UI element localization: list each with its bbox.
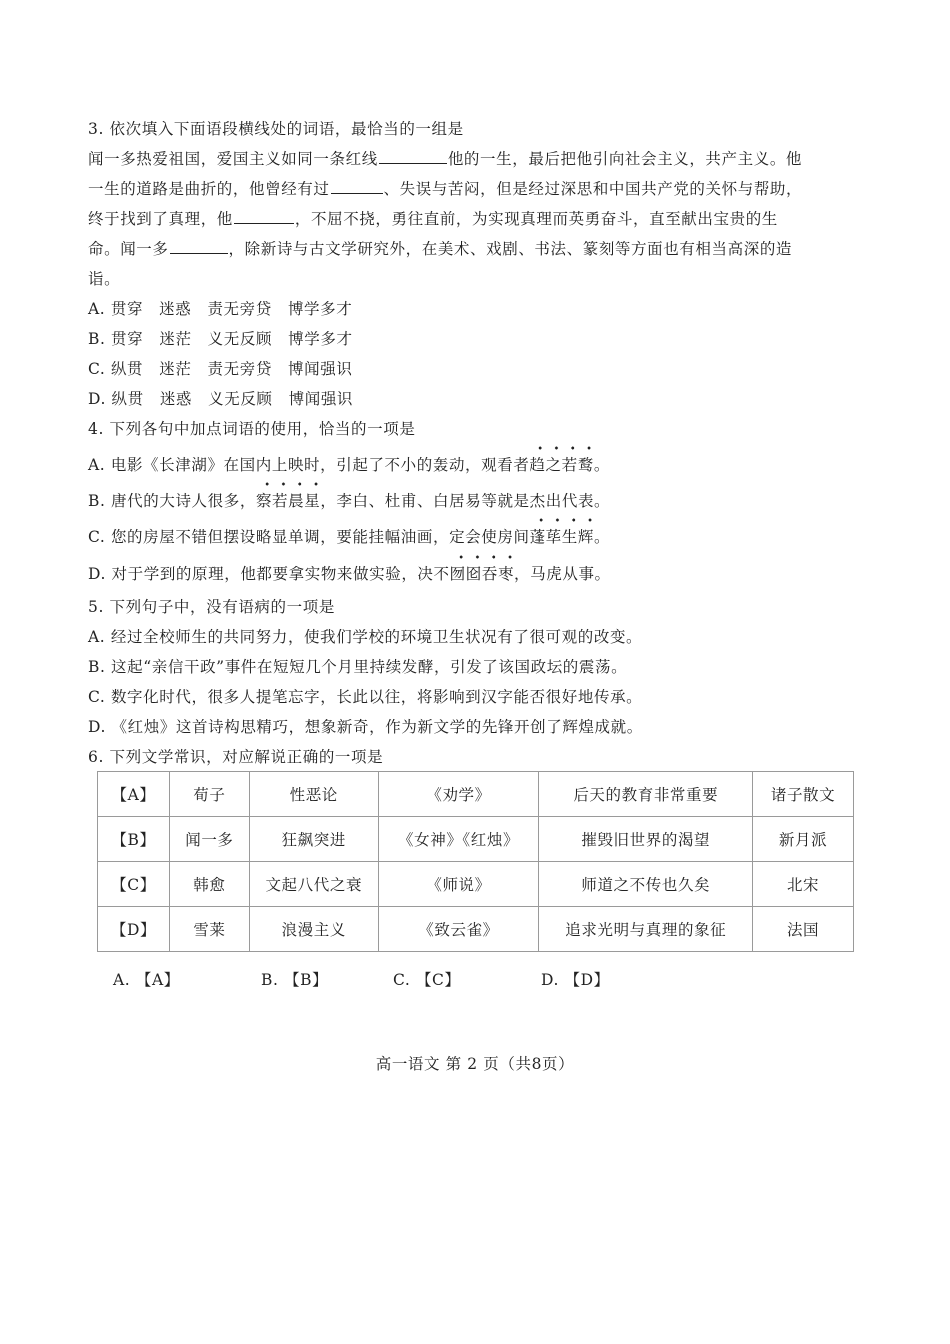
q4-option-b[interactable]: B. 唐代的大诗人很多，察若晨星，李白、杜甫、白居易等就是杰出代表。 (88, 489, 610, 511)
q6-answer-c[interactable]: C. 【C】 (393, 971, 461, 989)
table-cell: 北宋 (753, 862, 854, 907)
table-cell: 诸子散文 (753, 772, 854, 817)
q6-stem: 6. 下列文学常识，对应解说正确的一项是 (88, 748, 384, 766)
table-row (98, 772, 854, 817)
q3-passage-line-4: 命。闻一多 ，除新诗与古文学研究外，在美术、戏剧、书法、篆刻等方面也有相当高深的造 (88, 240, 793, 258)
table-cell: 韩愈 (169, 862, 249, 907)
table-cell: 雪莱 (169, 907, 249, 952)
fill-blank-2[interactable] (331, 179, 383, 194)
table-cell: 《女神》《红烛》 (378, 817, 539, 862)
table-cell: 性恶论 (249, 772, 378, 817)
dotted-phrase-a: 趋之若鹜 (529, 453, 593, 475)
q5-stem: 5. 下列句子中，没有语病的一项是 (88, 598, 335, 616)
q3-passage-line-5: 诣。 (88, 270, 121, 288)
table-cell: 文起八代之衰 (249, 862, 378, 907)
q3-passage-line-3: 终于找到了真理，他 ，不屈不挠，勇往直前，为实现真理而英勇奋斗，直至献出宝贵的生 (88, 210, 778, 228)
table-cell: 【D】 (98, 907, 170, 952)
fill-blank-4[interactable] (170, 239, 228, 254)
table-cell: 摧毁旧世界的渴望 (539, 817, 753, 862)
q3-option-c[interactable]: C. 纵贯 迷茫 责无旁贷 博闻强识 (88, 360, 353, 378)
dotted-phrase-b: 察若晨星 (256, 489, 320, 511)
fill-blank-1[interactable] (379, 149, 447, 164)
table-cell: 师道之不传也久矣 (539, 862, 753, 907)
q5-option-d[interactable]: D. 《红烛》这首诗构思精巧，想象新奇，作为新文学的先锋开创了辉煌成就。 (88, 718, 643, 736)
literature-table (97, 771, 854, 952)
dotted-phrase-c: 蓬荜生辉 (530, 525, 594, 547)
page-footer: 高一语文 第 2 页（共8页） (375, 1055, 575, 1073)
q5-option-b[interactable]: B. 这起“亲信干政”事件在短短几个月里持续发酵，引发了该国政坛的震荡。 (88, 658, 628, 676)
table-row (98, 817, 854, 862)
q3-stem: 3. 依次填入下面语段横线处的词语，最恰当的一组是 (88, 120, 464, 138)
table-cell: 《劝学》 (378, 772, 539, 817)
q4-option-a[interactable]: A. 电影《长津湖》在国内上映时，引起了不小的轰动，观看者趋之若鹜。 (88, 453, 610, 475)
table-row (98, 907, 854, 952)
table-cell: 狂飙突进 (249, 817, 378, 862)
table-cell: 【B】 (98, 817, 170, 862)
dotted-phrase-d: 囫囵吞枣 (450, 562, 514, 584)
q4-option-d[interactable]: D. 对于学到的原理，他都要拿实物来做实验，决不囫囵吞枣，马虎从事。 (88, 562, 611, 584)
fill-blank-3[interactable] (234, 209, 294, 224)
q4-option-c[interactable]: C. 您的房屋不错但摆设略显单调，要能挂幅油画，定会使房间蓬荜生辉。 (88, 525, 610, 547)
table-cell: 后天的教育非常重要 (539, 772, 753, 817)
q3-option-d[interactable]: D. 纵贯 迷惑 义无反顾 博闻强识 (88, 390, 354, 408)
table-cell: 《致云雀》 (378, 907, 539, 952)
table-cell: 【C】 (98, 862, 170, 907)
table-cell: 【A】 (98, 772, 170, 817)
q5-option-a[interactable]: A. 经过全校师生的共同努力，使我们学校的环境卫生状况有了很可观的改变。 (88, 628, 643, 646)
q3-passage-line-2: 一生的道路是曲折的，他曾经有过 、失误与苦闷，但是经过深思和中国共产党的关怀与帮助， (88, 180, 803, 198)
q6-answer-b[interactable]: B. 【B】 (261, 971, 329, 989)
q6-answer-a[interactable]: A. 【A】 (113, 971, 180, 989)
table-cell: 法国 (753, 907, 854, 952)
table-cell: 《师说》 (378, 862, 539, 907)
q5-option-c[interactable]: C. 数字化时代，很多人提笔忘字，长此以往，将影响到汉字能否很好地传承。 (88, 688, 643, 706)
table-cell: 新月派 (753, 817, 854, 862)
table-cell: 追求光明与真理的象征 (539, 907, 753, 952)
table-cell: 浪漫主义 (249, 907, 378, 952)
table-cell: 荀子 (169, 772, 249, 817)
q4-stem: 4. 下列各句中加点词语的使用，恰当的一项是 (88, 420, 416, 438)
q6-answer-d[interactable]: D. 【D】 (541, 971, 610, 989)
q3-passage-line-1: 闻一多热爱祖国，爱国主义如同一条红线 他的一生，最后把他引向社会主义，共产主义。他 (88, 150, 803, 168)
q3-option-a[interactable]: A. 贯穿 迷惑 责无旁贷 博学多才 (88, 300, 353, 318)
table-cell: 闻一多 (169, 817, 249, 862)
table-row (98, 862, 854, 907)
q3-option-b[interactable]: B. 贯穿 迷茫 义无反顾 博学多才 (88, 330, 353, 348)
